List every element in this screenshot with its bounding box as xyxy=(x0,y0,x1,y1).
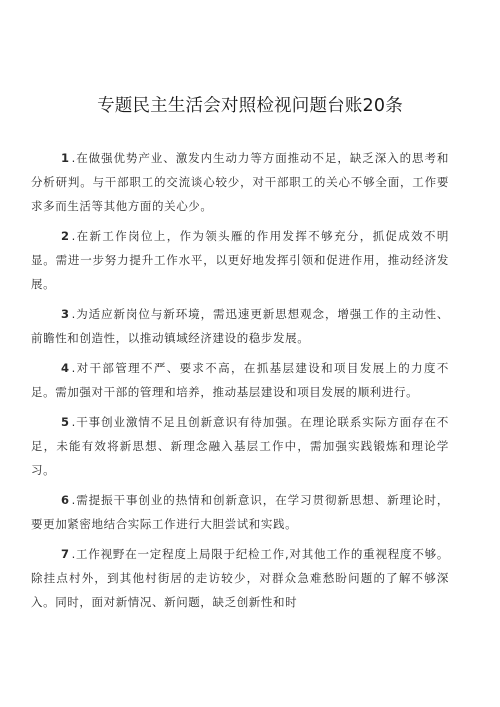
paragraph-text: .干事创业激情不足且创新意识有待加强。在理论联系实际方面存在不足，未能有效将新思想、新理念融入基层工作中，需加强实践锻炼和理论学习。 xyxy=(31,415,449,477)
paragraph-text: .在做强优势产业、激发内生动力等方面推动不足，缺乏深入的思考和分析研判。与干部职工的交流谈心较少，对干部职工的关心不够全面，工作要求多而生活等其他方面的关心少。 xyxy=(31,151,449,213)
item-number: 5 xyxy=(61,415,70,429)
item-number: 6 xyxy=(61,493,70,507)
item-number: 3 xyxy=(61,307,70,321)
paragraph-text: .在新工作岗位上，作为领头雁的作用发挥不够充分，抓促成效不明显。需进一步努力提升工作水平，以更好地发挥引领和促进作用，推动经济发展。 xyxy=(31,229,449,291)
paragraph-text: .对干部管理不严、要求不高，在抓基层建设和项目发展上的力度不足。需加强对干部的管理和培养，推动基层建设和项目发展的顺利进行。 xyxy=(31,361,449,399)
paragraph-6 xyxy=(31,488,449,536)
paragraph-1 xyxy=(31,146,449,218)
paragraph-5 xyxy=(31,410,449,482)
paragraph-4 xyxy=(31,356,449,404)
paragraph-text: .工作视野在一定程度上局限于纪检工作,对其他工作的重视程度不够。除挂点村外，到其他村街居的走访较少，对群众急难愁盼问题的了解不够深入。同时，面对新情况、新问题，缺乏创新性和时 xyxy=(31,547,449,609)
paragraph-text: .为适应新岗位与新环境，需迅速更新思想观念，增强工作的主动性、前瞻性和创造性，以推动镇域经济建设的稳步发展。 xyxy=(31,307,449,345)
paragraph-3 xyxy=(31,302,449,350)
document-body xyxy=(31,146,449,614)
item-number: 1 xyxy=(61,151,70,165)
item-number: 2 xyxy=(61,229,70,243)
paragraph-7 xyxy=(31,542,449,614)
paragraph-2 xyxy=(31,224,449,296)
document-title: 专题民主生活会对照检视问题台账20条 xyxy=(97,96,403,116)
paragraph-text: .需提振干事创业的热情和创新意识，在学习贯彻新思想、新理论时，要更加紧密地结合实际工作进行大胆尝试和实践。 xyxy=(31,493,449,531)
item-number: 4 xyxy=(61,361,70,375)
item-number: 7 xyxy=(61,547,70,561)
